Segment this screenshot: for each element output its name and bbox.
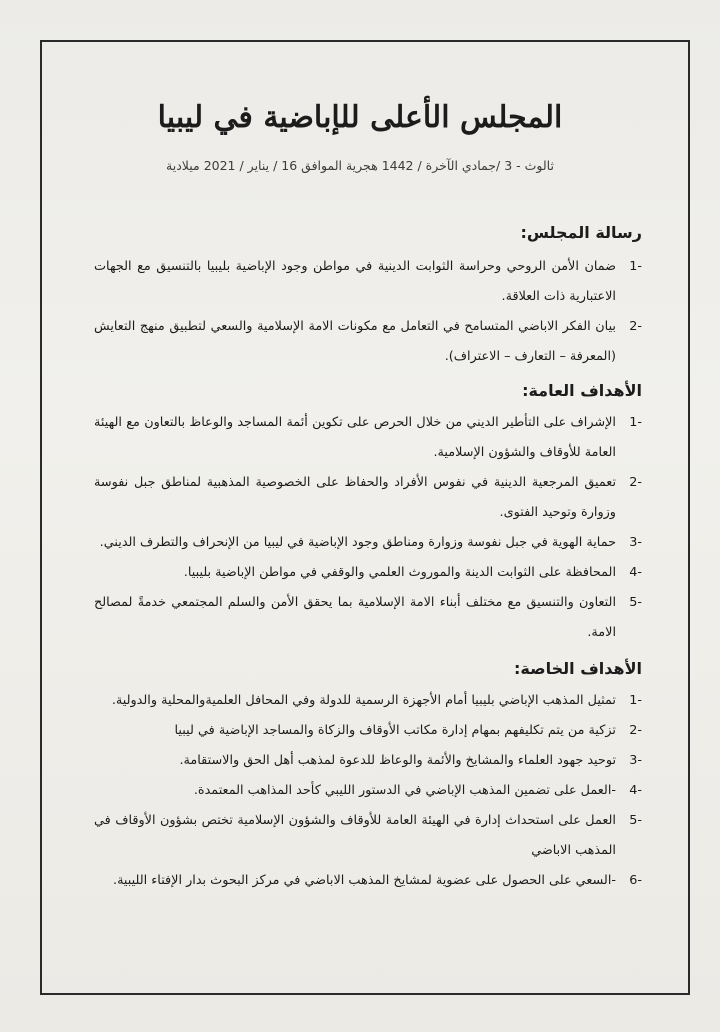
item-text: حماية الهوية في جبل نفوسة وزوارة ومناطق وجود الإباضية في ليبيا من الإنحراف والتطرف الديني. — [99, 535, 616, 550]
item-number: 2- — [629, 723, 642, 738]
special-goals-list — [94, 686, 642, 896]
list-item — [94, 468, 642, 528]
item-number: 4- — [629, 783, 642, 798]
document-date: ثالوث - 3 /جمادي الآخرة / 1442 هجرية الموافق 16 / يناير / 2021 ميلادية — [166, 158, 554, 173]
item-number: 6- — [629, 873, 642, 888]
list-item — [94, 866, 642, 896]
document-body — [94, 216, 642, 896]
item-text: -السعي على الحصول على عضوية لمشايخ المذهب الاباضي في مركز البحوث بدار الإفتاء الليبية. — [113, 873, 616, 888]
item-number: 3- — [629, 535, 642, 550]
item-number: 3- — [629, 753, 642, 768]
document-title: المجلس الأعلى للإباضية في ليبيا — [157, 100, 563, 135]
council-message-list — [94, 252, 642, 372]
section-heading-general-goals: الأهداف العامة: — [522, 381, 642, 400]
item-text: توحيد جهود العلماء والمشايخ والأئمة والوعاظ للدعوة لمذهب أهل الحق والاستقامة. — [179, 753, 616, 768]
item-text: -العمل على تضمين المذهب الإباضي في الدستور الليبي كأحد المذاهب المعتمدة. — [193, 783, 616, 798]
list-item — [94, 686, 642, 716]
section-heading-special-goals: الأهداف الخاصة: — [514, 659, 642, 678]
item-number: 2- — [629, 475, 642, 490]
item-number: 1- — [629, 259, 642, 274]
item-text: الإشراف على التأطير الديني من خلال الحرص على تكوين أئمة المساجد والوعاظ بالتعاون مع الهيئة العامة للأوقاف والشؤون الإسلامية. — [94, 415, 616, 460]
item-text: ضمان الأمن الروحي وحراسة الثوابت الدينية في مواطن وجود الإباضية بليبيا بالتنسيق مع الجهات الاعتبارية ذات العلاقة. — [94, 259, 616, 304]
item-text: تعميق المرجعية الدينية في نفوس الأفراد والحفاظ على الخصوصية المذهبية لمناطق جبل نفوسة وزوارة وتوحيد الفتوى. — [94, 475, 616, 520]
section-heading-council-message: رسالة المجلس: — [520, 223, 642, 242]
item-number: 5- — [629, 813, 642, 828]
list-item — [94, 252, 642, 312]
list-item — [94, 408, 642, 468]
list-item — [94, 558, 642, 588]
list-item — [94, 746, 642, 776]
item-text: المحافظة على الثوابت الدينة والموروث العلمي والوقفي في مواطن الإباضية بليبيا. — [183, 565, 616, 580]
list-item — [94, 806, 642, 866]
item-number: 4- — [629, 565, 642, 580]
item-number: 2- — [629, 319, 642, 334]
list-item — [94, 588, 642, 648]
item-number: 1- — [629, 693, 642, 708]
item-number: 5- — [629, 595, 642, 610]
item-text: العمل على استحداث إدارة في الهيئة العامة للأوقاف والشؤون الإسلامية تختص بشؤون الأوقاف في المذهب الاباضي — [94, 813, 616, 858]
item-number: 1- — [629, 415, 642, 430]
item-text: التعاون والتنسيق مع مختلف أبناء الامة الإسلامية بما يحقق الأمن والسلم المجتمعي خدمةً لمصالح الامة. — [94, 595, 616, 640]
list-item — [94, 312, 642, 372]
item-text: تمثيل المذهب الإباضي بليبيا أمام الأجهزة الرسمية للدولة وفي المحافل العلميةوالمحلية والدولية. — [111, 693, 616, 708]
item-text: تزكية من يتم تكليفهم بمهام إدارة مكاتب الأوقاف والزكاة والمساجد الإباضية في ليبيا — [174, 723, 616, 738]
list-item — [94, 716, 642, 746]
general-goals-list — [94, 408, 642, 648]
list-item — [94, 528, 642, 558]
item-text: بيان الفكر الاباضي المتسامح في التعامل مع مكونات الامة الإسلامية والسعي لتطبيق منهج التعايش (المعرفة – التعارف – الاعتراف). — [94, 319, 616, 364]
list-item — [94, 776, 642, 806]
